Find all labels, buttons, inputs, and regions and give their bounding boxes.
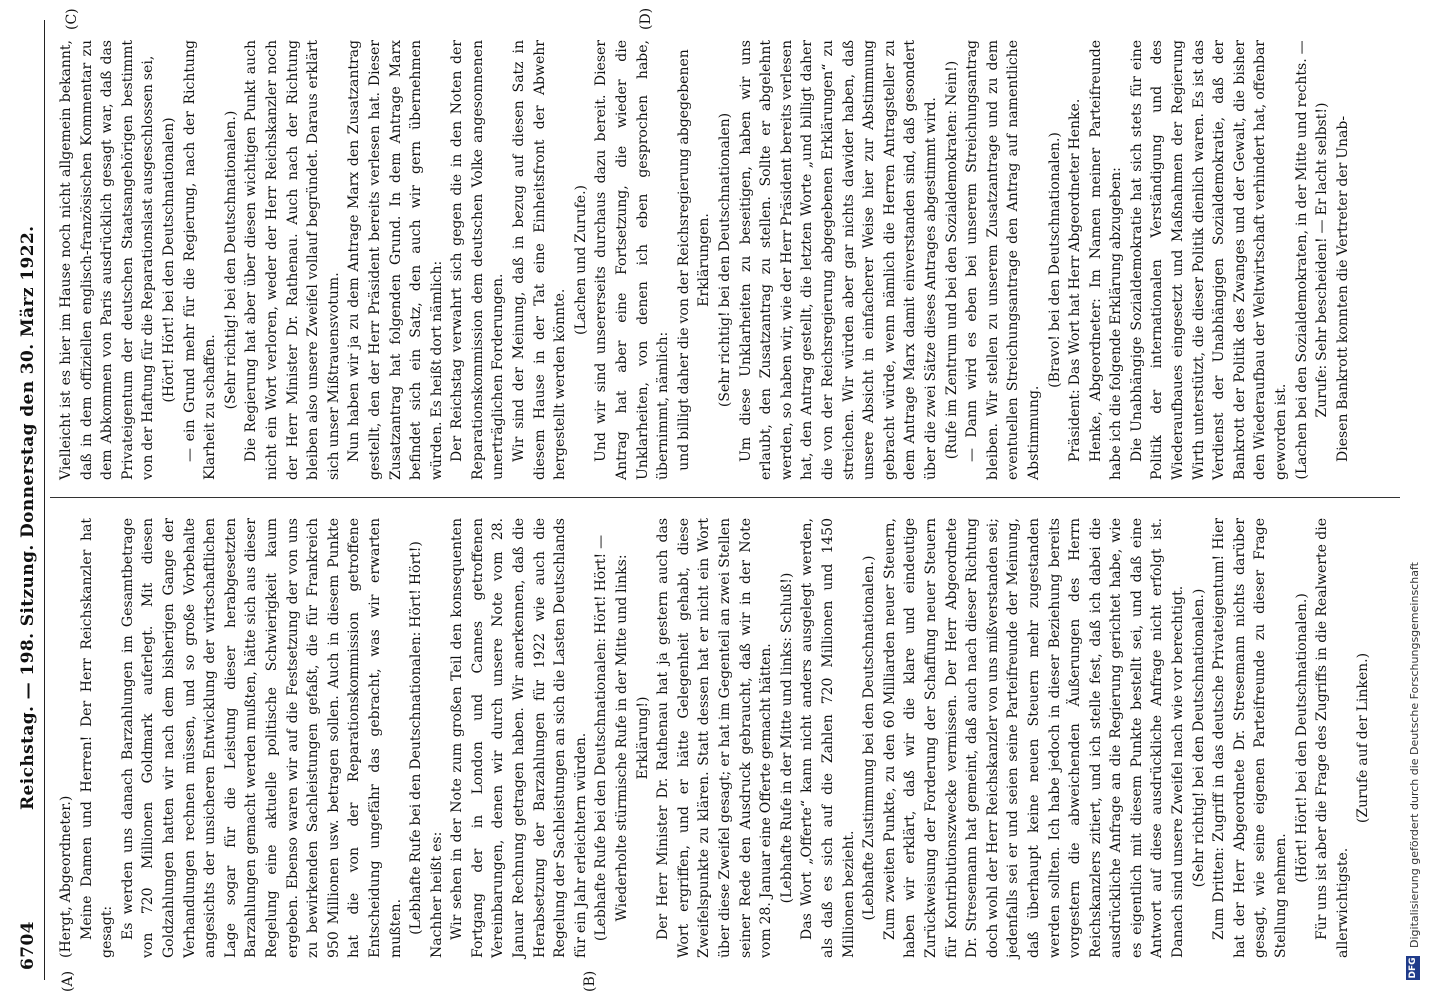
interjection: (Sehr richtig! bei den Deutschnationalen) (717, 112, 733, 408)
running-title: Reichstag. — 198. Sitzung. Donnerstag den 30. März 1922. (18, 225, 38, 810)
margin-mark-a: (A) (60, 970, 76, 992)
column-divider (50, 497, 1400, 498)
paragraph: Zum zweiten Punkte, zu den 60 Milliarden neuer Steuern, haben wir erklärt, daß wir die klare und eindeutige Zurückweisung der Forderung der Schaffung neuer Steuern für Kontributionszwecke vermissen. Der Herr Abgeordnete Dr. Stresemann hat gemeint, daß auch nach dieser Richtung doch wohl der Herr Reichskanzler von uns mißverstanden sei; jedenfalls sei er und seien seine Parteifreunde der Meinung, daß überhaupt keine neuen Steuern mehr zugestanden werden sollten. Ich habe jedoch in dieser Beziehung bereits vorgestern die abweichenden Äußerungen des Herrn Reichskanzlers zitiert, und ich stelle fest, daß ich dabei die ausdrückliche Anfrage an die Regierung gerichtet habe, wie es eigentlich mit diesem Punkte bestellt sei, und daß eine Antwort auf diese ausdrückliche Anfrage nicht erfolgt ist. Danach sind unsere Zweifel nach wie vor berechtigt. (881, 518, 1187, 958)
interjection: (Lebhafte Zustimmung bei den Deutschnationalen.) (861, 555, 878, 921)
paragraph: Um diese Unklarheiten zu beseitigen, haben wir uns erlaubt, den Zusatzantrag zu stellen. Sollte er abgelehnt werden, so haben wir, wie der Herr Präsident bereits verlesen hat, den Antrag gestellt, die letzten Worte „und billigt daher die von der Reichsregierung abgegebenen Erklärungen“ zu streichen. Wir würden aber gar nichts dawider haben, daß unsere Absicht in einfacherer Weise hier zur Abstimmung gebracht würde, wenn nämlich die Herren Antragsteller zu dem Antrage Marx damit einverstanden sind, daß gesondert über die zwei Sätze dieses Antrages abgestimmt wird. (737, 40, 939, 480)
paragraph: Nun haben wir ja zu dem Antrage Marx den Zusatzantrag gestellt, den der Herr Präsident bereits verlesen hat. Dieser Zusatzantrag hat folgenden Grund. In dem Antrage Marx befindet sich ein Satz, den auch wir gern übernehmen würden. Es heißt dort nämlich: (346, 40, 445, 480)
paragraph: Nachher heißt es: (428, 831, 445, 958)
interjection: (Hört! Hört! bei den Deutschnationalen) (160, 117, 177, 403)
paragraph: Zum Dritten: Zugriff in das deutsche Privateigentum! Hier hat der Herr Abgeordnete Dr. Stresemann nichts darüber gesagt, wie seine eigenen Parteifreunde zu dieser Frage Stellung nehmen. (1211, 518, 1290, 958)
dfg-logo: DFG (1408, 957, 1418, 979)
paragraph: Vielleicht ist es hier im Hause noch nicht allgemein bekannt, daß in dem offiziellen englisch-französischen Kommentar zu dem Abkommen von Paris ausdrücklich gesagt war, daß das Privateigentum der deutschen Staatsangehörigen bestimmt von der Haftung für die Reparationslast ausgeschlossen sei, (58, 40, 157, 480)
paragraph: Der Herr Minister Dr. Rathenau hat ja gestern auch das Wort ergriffen, und er hätte Gelegenheit gehabt, diese Zweifelspunkte zu klären. Statt dessen hat er nicht ein Wort über diese Zweifel gesagt; er hat im Gegenteil an zwei Stellen seiner Rede den Ausdruck gebraucht, daß wir in der Note vom 28. Januar eine Offerte gemacht hätten. (655, 518, 775, 958)
margin-mark-b: (B) (582, 970, 598, 992)
paragraph: Für uns ist aber die Frage des Zugriffs in die Realwerte die allerwichtigste. (1314, 518, 1351, 958)
declaration-paragraph: Die Unabhängige Sozialdemokratie hat sich stets für eine Politik der internationalen Verständigung und des Wiederaufbaues eingesetzt und Maßnahmen der Regierung Wirth unterstützt, die dieser Politik dienlich waren. Es ist das Verdienst der Unabhängigen Sozialdemokratie, daß der Bankrott der Politik des Zwanges und der Gewalt, die bisher den Wiederaufbau der Weltwirtschaft verhindert hat, offenbar geworden ist. (1128, 40, 1290, 480)
interjection: (Sehr richtig! bei den Deutschnationalen.) (222, 110, 239, 410)
page-number: 6704 (18, 921, 38, 970)
interjection: (Lachen bei den Sozialdemokraten, in der Mitte und rechts. — Zurufe: Sehr bescheiden! — Er lacht selbst!) (1293, 40, 1331, 480)
quote-paragraph: Wir sehen in der Note zum großen Teil den konsequenten Fortgang der in London und Cannes getroffenen Vereinbarungen, denen wir durch unsere Note vom 28. Januar Rechnung getragen haben. Wir anerkennen, daß die Herabsetzung der Barzahlungen für 1922 wie auch die Regelung der Sachleistungen an sich die Lasten Deutschlands für ein Jahr erleichtern würden. (449, 518, 589, 958)
header-rule (44, 20, 45, 980)
paragraph: Diesen Bankrott konnten die Vertreter der Unab- (1334, 115, 1351, 462)
interjection: (Lachen und Zurufe.) (572, 185, 589, 335)
interjection: (Lebhafte Rufe bei den Deutschnationalen: Hört! Hört!) (408, 541, 425, 935)
paragraph: Das Wort „Offerte“ kann nicht anders ausgelegt werden, als daß es sich auf die Zahlen 720 Millionen und 1450 Millionen bezieht. (799, 518, 857, 958)
paragraph: — ein Grund mehr für die Regierung, nach der Richtung Klarheit zu schaffen. (181, 40, 219, 480)
interjection: (Zurufe auf der Linken.) (1355, 652, 1372, 824)
funding-note: Digitalisierung gefördert durch die Deutsche Forschungsgemeinschaft (1408, 562, 1421, 948)
interjection: (Sehr richtig! bei den Deutschnationalen.) (1190, 588, 1207, 888)
paragraph: Die Regierung hat aber über diesen wichtigen Punkt auch nicht ein Wort verloren, weder der Herr Reichskanzler noch der Herr Minister Dr. Rathenau. Auch nach der Richtung bleiben also unsere Zweifel vollauf begründet. Daraus erklärt sich unser Mißtrauensvotum. (243, 40, 342, 480)
right-column (56, 40, 1353, 480)
paragraph: Meine Damen und Herren! Der Herr Reichskanzler hat gesagt: (78, 518, 116, 958)
page-header (12, 30, 42, 970)
quote-paragraph: Es werden uns danach Barzahlungen im Gesamtbetrage von 720 Millionen Goldmark auferlegt. Mit diesen Goldzahlungen hatten wir nach dem bisherigen Gange der Verhandlungen rechnen müssen, und so große Vorbehalte angesichts der unsicheren Entwicklung der wirtschaftlichen Lage sogar für die Leistung dieser herabgesetzten Barzahlungen gemacht werden mußten, hätte sich aus dieser Regelung eine aktuelle politische Schwierigkeit kaum ergeben. Ebenso waren wir auf die Festsetzung der von uns zu bewirkenden Sachleistungen gefaßt, die für Frankreich 950 Millionen usw. betragen sollen. Auch in diesem Punkte hat die von der Reparationskommission getroffene Entscheidung ungefähr das gebracht, was wir erwarten mußten. (119, 518, 404, 958)
margin-mark-d: (D) (638, 7, 654, 30)
speaker-line: Henke, Abgeordneter: Im Namen meiner Parteifreunde habe ich die folgende Erklärung abzugeben: (1087, 40, 1125, 480)
margin-mark-c: (C) (64, 8, 80, 30)
paragraph: Und wir sind unsererseits durchaus dazu bereit. Dieser Antrag hat aber eine Fortsetzung, die wieder die Unklarheiten, von denen ich eben gesprochen habe, übernimmt, nämlich: (593, 40, 672, 480)
paragraph: — Dann wird es eben bei unserem Streichungsantrag bleiben. Wir stellen zu unserem Zusatzantrage und zu dem eventuellen Streichungsantrage den Antrag auf namentliche Abstimmung. (964, 40, 1042, 480)
interjection: (Bravo! bei den Deutschnationalen.) (1046, 132, 1063, 388)
speaker-line: (Hergt, Abgeordneter.) (58, 795, 74, 958)
interjection: (Lebhafte Rufe bei den Deutschnationalen: Hört! Hört! — Wiederholte stürmische Rufe in der Mitte und links: Erklärung!) (593, 534, 651, 942)
left-column (56, 518, 1374, 958)
quote-paragraph: Der Reichstag verwahrt sich gegen die in den Noten der Reparationskommission dem deutschen Volke angesonnenen unerträglichen Forderungen. (449, 40, 507, 480)
interjection: (Lebhafte Rufe in der Mitte und links: Schluß!) (778, 572, 795, 904)
interjection: (Rufe im Zentrum und bei den Sozialdemokraten: Nein!) (943, 60, 960, 460)
paragraph: Wir sind der Meinung, daß in bezug auf diesen Satz in diesem Hause in der Tat eine Einheitsfront der Abwehr hergestellt werden könnte. (511, 40, 569, 480)
quote-paragraph: und billigt daher die von der Reichsregierung abgegebenen Erklärungen. (675, 49, 713, 471)
president-line: Präsident: Das Wort hat Herr Abgeordneter Henke. (1067, 98, 1084, 462)
interjection: (Hört! Hört! bei den Deutschnationalen.) (1293, 593, 1310, 883)
digitization-footer (1402, 20, 1426, 980)
